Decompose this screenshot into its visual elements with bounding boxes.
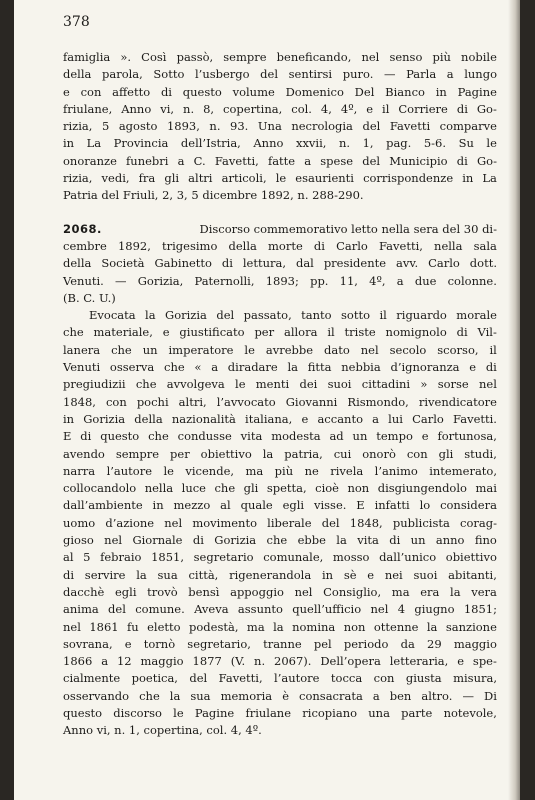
text-line: rizia, 5 agosto 1893, n. 93. Una necrologia del Favetti comparve <box>63 119 497 134</box>
text-line: collocandolo nella luce che gli spetta, cioè non disgiungendolo mai <box>63 481 497 496</box>
text-line: al 5 febraio 1851, segretario comunale, mosso dall’unico obiettivo <box>63 550 497 565</box>
text-line: onoranze funebri a C. Favetti, fatte a spese del Municipio di Go- <box>63 153 497 168</box>
entry-title: Discorso commemorativo letto nella sera del 30 di- <box>199 221 497 236</box>
text-line: dall’ambiente in mezzo al quale egli visse. E infatti lo considera <box>63 498 497 513</box>
text-line: questo discorso le Pagine friulane ricopiano una parte notevole, <box>63 705 497 720</box>
text-line: dacchè egli trovò bensì appoggio nel Consiglio, ma era la vera <box>63 584 497 599</box>
text-line: e con affetto di questo volume Domenico Del Bianco in Pagine <box>63 84 497 99</box>
text-line: Venuti osserva che « a diradare la fitta nebbia d’ignoranza e di <box>63 360 497 375</box>
text-line: in La Provincia dell’Istria, Anno xxvii, n. 1, pag. 5-6. Su le <box>63 136 497 151</box>
text-line: Venuti. — Gorizia, Paternolli, 1893; pp. 11, 4º, a due colonne. <box>63 273 497 288</box>
text-line: sovrana, e tornò segretario, tranne pel periodo da 29 maggio <box>63 636 497 651</box>
text-line: cialmente poetica, del Favetti, l’autore tocca con giusta misura, <box>63 671 497 686</box>
text-line: della Società Gabinetto di lettura, dal presidente avv. Carlo dott. <box>63 256 497 271</box>
text-line: pregiudizii che avvolgeva le menti dei suoi cittadini » sorse nel <box>63 377 497 392</box>
page-text <box>63 49 497 740</box>
entry-heading-line <box>63 221 497 238</box>
text-line: Evocata la Gorizia del passato, tanto sotto il riguardo morale <box>89 308 497 323</box>
text-line: rizia, vedi, fra gli altri articoli, le esaurienti corrispondenze in La <box>63 171 497 186</box>
library-siglum: (B. C. U.) <box>63 290 116 305</box>
entry-number: 2068. <box>63 221 102 236</box>
text-line: di servire la sua città, rigenerandola in sè e nei suoi abitanti, <box>63 567 497 582</box>
bibliography-entry <box>63 221 497 740</box>
text-line: Patria del Friuli, 2, 3, 5 dicembre 1892, n. 288-290. <box>63 188 364 203</box>
book-page <box>14 0 520 800</box>
page-spine-shadow <box>508 0 520 800</box>
text-line: che materiale, e giustificato per allora il triste nomignolo di Vil- <box>63 325 497 340</box>
text-line: famiglia ». Così passò, sempre beneficando, nel senso più nobile <box>63 50 497 64</box>
text-line: E di questo che condusse vita modesta ad un tempo e fortunosa, <box>63 429 497 444</box>
text-line: gioso nel Giornale di Gorizia che ebbe la vita di un anno fino <box>63 533 497 548</box>
page-number: 378 <box>63 14 90 30</box>
text-line: Anno vi, n. 1, copertina, col. 4, 4º. <box>63 723 262 738</box>
text-line: cembre 1892, trigesimo della morte di Carlo Favetti, nella sala <box>63 238 497 253</box>
text-line: friulane, Anno vi, n. 8, copertina, col. 4, 4º, e il Corriere di Go- <box>63 101 497 116</box>
text-line: della parola, Sotto l’usbergo del sentirsi puro. — Parla a lungo <box>63 67 497 82</box>
text-line: anima del comune. Aveva assunto quell’ufficio nel 4 giugno 1851; <box>63 602 497 617</box>
text-line: osservando che la sua memoria è consacrata a ben altro. — Di <box>63 688 497 703</box>
text-line: in Gorizia della nazionalità italiana, e accanto a lui Carlo Favetti. <box>63 411 497 426</box>
text-line: uomo d’azione nel movimento liberale del 1848, publicista corag- <box>63 515 497 530</box>
text-line: nel 1861 fu eletto podestà, ma la nomina non ottenne la sanzione <box>63 619 497 634</box>
text-line: narra l’autore le vicende, ma più ne rivela l’animo intemerato, <box>63 463 497 478</box>
text-line: avendo sempre per obiettivo la patria, cui onorò con gli studi, <box>63 446 497 461</box>
text-line: 1866 a 12 maggio 1877 (V. n. 2067). Dell’opera letteraria, e spe- <box>63 654 497 669</box>
text-line: lanera che un imperatore le avrebbe dato nel secolo scorso, il <box>63 342 497 357</box>
continued-paragraph <box>63 49 497 205</box>
text-line: 1848, con pochi altri, l’avvocato Giovanni Rismondo, rivendicatore <box>63 394 497 409</box>
